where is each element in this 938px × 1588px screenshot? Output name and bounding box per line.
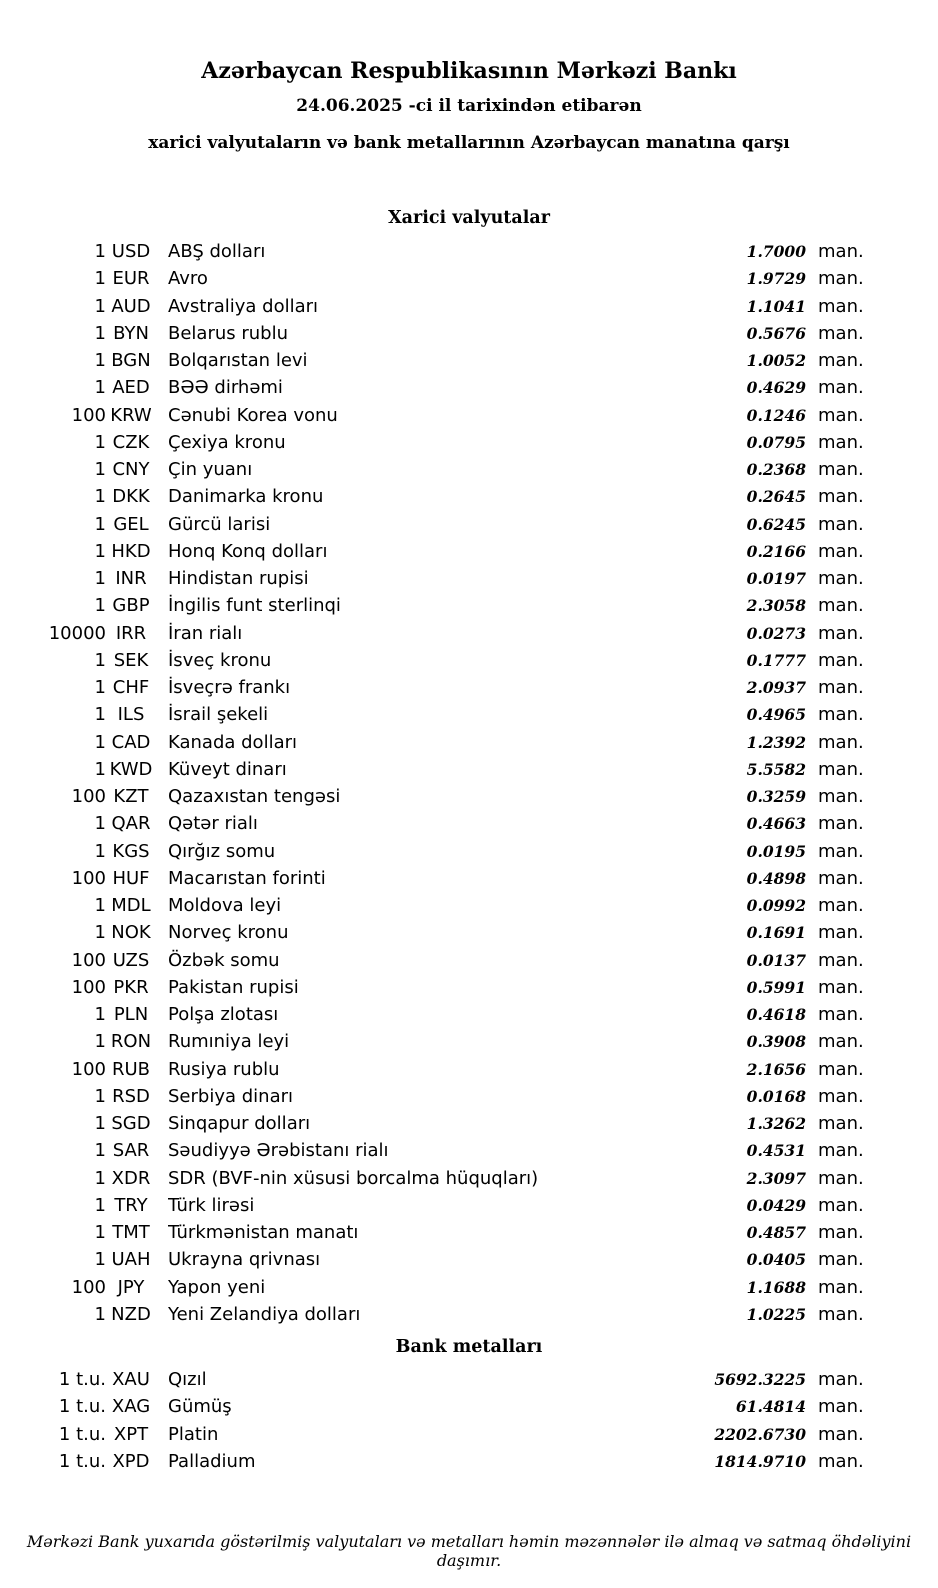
bank-metals-section [46,1337,868,1475]
rate-value: 0.4531 [746,1141,806,1161]
currency-rate-row [46,511,868,538]
unit-label: man. [818,976,864,998]
currency-rate-row [46,919,868,946]
currency-code: PKR [113,976,149,998]
currency-name: Çin yuanı [168,459,253,481]
rate-value: 0.0273 [746,623,806,643]
unit-label: man. [818,295,864,317]
quantity: 1 [94,268,106,290]
rate-value: 0.2368 [746,460,806,480]
quantity: 1 [94,1167,106,1189]
currency-rate-row [46,429,868,456]
currency-rate-row [46,320,868,347]
currency-code: QAR [111,813,151,835]
currency-rate-row [46,1137,868,1164]
currency-name: Səudiyyə Ərəbistanı rialı [168,1140,389,1162]
currency-name: Rusiya rublu [168,1058,280,1080]
currency-code: UAH [111,1249,151,1271]
currency-name: Avro [168,268,208,290]
currency-name: Qırğız somu [168,840,276,862]
rate-value: 0.2166 [746,541,806,561]
quantity: 1 [94,540,106,562]
currency-name: Türkmənistan manatı [168,1222,359,1244]
quantity: 100 [71,867,106,889]
currency-code: XDR [111,1167,151,1189]
quantity: 1 [94,704,106,726]
quantity: 1 [94,922,106,944]
quantity: 1 [94,486,106,508]
currency-rate-row [46,1110,868,1137]
metals-section-title: Bank metalları [395,1337,543,1358]
currency-code: CHF [112,677,150,699]
unit-label: man. [818,867,864,889]
currency-name: Moldova leyi [168,895,282,917]
unit-label: man. [818,1031,864,1053]
rate-value: 1.9729 [746,269,806,289]
currency-code: ILS [117,704,145,726]
unit-label: man. [818,568,864,590]
quantity: 100 [71,949,106,971]
quantity: 1 [94,758,106,780]
quantity: 1 [94,241,106,263]
currency-code: EUR [112,268,150,290]
currency-code: RUB [111,1058,151,1080]
currency-rate-row [46,1246,868,1273]
currency-rate-row [46,1056,868,1083]
currency-code: KZT [113,786,149,808]
quantity: 1 [94,350,106,372]
currency-name: Türk lirəsi [168,1194,255,1216]
rate-value: 0.5676 [746,323,806,343]
quantity: 1 [94,377,106,399]
unit-label: man. [818,786,864,808]
metal-rate-row [46,1366,868,1393]
page-subtitle: xarici valyutaların və bank metallarının Azərbaycan manatına qarşı [148,132,790,153]
metal-rate-table [46,1366,868,1475]
rate-value: 0.0197 [746,569,806,589]
currency-code: INR [115,568,147,590]
currency-code: AUD [111,295,151,317]
currency-name: İngilis funt sterlinqi [168,595,341,617]
quantity: 1 t.u. [58,1369,106,1391]
currency-rate-row [46,374,868,401]
currency-rate-row [46,810,868,837]
currency-name: Polşa zlotası [168,1004,279,1026]
quantity: 100 [71,1276,106,1298]
currency-rate-row [46,947,868,974]
quantity: 10000 [48,622,106,644]
currency-code: XAG [111,1396,151,1418]
currency-rate-row [46,783,868,810]
rate-value: 0.0195 [746,841,806,861]
rate-value: 1.2392 [746,732,806,752]
unit-label: man. [818,677,864,699]
currency-name: İsveç kronu [168,649,272,671]
currency-name: Norveç kronu [168,922,289,944]
quantity: 1 [94,431,106,453]
unit-label: man. [818,1085,864,1107]
rate-value: 1.1041 [746,296,806,316]
currency-rate-row [46,402,868,429]
quantity: 1 t.u. [58,1450,106,1472]
currency-name: Rumıniya leyi [168,1031,290,1053]
unit-label: man. [818,350,864,372]
currency-code: RSD [112,1085,150,1107]
quantity: 1 [94,895,106,917]
unit-label: man. [818,1450,864,1472]
rate-value: 0.0795 [746,432,806,452]
quantity: 1 [94,295,106,317]
currency-name: Gürcü larisi [168,513,271,535]
quantity: 1 [94,1249,106,1271]
rate-value: 0.0992 [746,896,806,916]
quantity: 1 [94,813,106,835]
quantity: 100 [71,1058,106,1080]
rate-value: 0.4629 [746,378,806,398]
quantity: 100 [71,786,106,808]
currency-rate-row [46,483,868,510]
quantity: 1 [94,322,106,344]
currency-name: Cənubi Korea vonu [168,404,338,426]
quantity: 1 [94,840,106,862]
unit-label: man. [818,241,864,263]
currency-name: Honq Konq dolları [168,540,328,562]
currency-name: Qətər rialı [168,813,258,835]
currency-rate-row [46,1083,868,1110]
currency-code: PLN [113,1004,149,1026]
currency-rate-row [46,1274,868,1301]
currency-code: BGN [111,350,151,372]
unit-label: man. [818,1396,864,1418]
rate-value: 1.3262 [746,1114,806,1134]
currency-code: XAU [112,1369,150,1391]
currency-code: CAD [111,731,151,753]
currency-name: Serbiya dinarı [168,1085,293,1107]
currency-code: KRW [110,404,152,426]
currency-code: UZS [112,949,150,971]
currency-code: MDL [111,895,151,917]
unit-label: man. [818,1113,864,1135]
unit-label: man. [818,1303,864,1325]
currency-rate-row [46,1028,868,1055]
currency-code: JPY [117,1276,145,1298]
currency-rate-table [46,238,868,1328]
rate-value: 1814.9710 [714,1451,806,1471]
currency-rate-row [46,1192,868,1219]
rate-value: 2.3097 [746,1168,806,1188]
currency-rate-row [46,456,868,483]
unit-label: man. [818,813,864,835]
currency-rate-row [46,592,868,619]
currency-code: CNY [112,459,150,481]
rate-value: 2202.6730 [714,1424,806,1444]
rate-value: 0.5991 [746,977,806,997]
unit-label: man. [818,431,864,453]
currency-rate-row [46,1301,868,1328]
rate-value: 0.6245 [746,514,806,534]
currency-name: Gümüş [168,1396,232,1418]
currency-name: BƏƏ dirhəmi [168,377,283,399]
unit-label: man. [818,731,864,753]
quantity: 1 [94,649,106,671]
currency-name: Sinqapur dolları [168,1113,311,1135]
currency-code: NZD [111,1303,151,1325]
currency-code: NOK [111,922,151,944]
unit-label: man. [818,922,864,944]
currency-code: SEK [113,649,149,671]
unit-label: man. [818,513,864,535]
currency-code: HKD [111,540,151,562]
currency-rate-row [46,238,868,265]
effective-date-line: 24.06.2025 -ci il tarixindən etibarən [296,96,642,117]
unit-label: man. [818,377,864,399]
quantity: 1 t.u. [58,1396,106,1418]
quantity: 1 [94,595,106,617]
currency-rate-row [46,347,868,374]
rate-value: 1.7000 [746,242,806,262]
currency-name: Kanada dolları [168,731,298,753]
currency-name: Avstraliya dolları [168,295,319,317]
currency-rate-row [46,1165,868,1192]
currency-name: ABŞ dolları [168,241,266,263]
currency-rate-row [46,647,868,674]
rate-value: 5.5582 [746,759,806,779]
unit-label: man. [818,459,864,481]
unit-label: man. [818,1249,864,1271]
currency-name: Palladium [168,1450,256,1472]
disclaimer-text: Mərkəzi Bank yuxarıda göstərilmiş valyutaları və metalları həmin məzənnələr ilə almaq və satmaq öhdəliyini daşımır. [26,1531,912,1570]
currency-name: Qızıl [168,1369,207,1391]
currency-code: SGD [111,1113,151,1135]
rate-value: 0.1777 [746,650,806,670]
quantity: 1 [94,731,106,753]
quantity: 1 [94,459,106,481]
currency-name: İsveçrə frankı [168,677,291,699]
rate-value: 0.0137 [746,950,806,970]
quantity: 1 [94,1113,106,1135]
unit-label: man. [818,622,864,644]
currency-code: TRY [114,1194,148,1216]
rate-value: 0.4857 [746,1223,806,1243]
currency-rate-row [46,1001,868,1028]
rate-value: 1.1688 [746,1277,806,1297]
unit-label: man. [818,1194,864,1216]
metal-rate-row [46,1393,868,1420]
currency-rate-row [46,838,868,865]
quantity: 1 [94,1303,106,1325]
rate-value: 0.1691 [746,923,806,943]
rate-value: 2.0937 [746,678,806,698]
currency-name: Macarıstan forinti [168,867,326,889]
currency-code: XPT [113,1423,149,1445]
currency-name: Küveyt dinarı [168,758,287,780]
currency-rate-row [46,620,868,647]
rate-value: 5692.3225 [714,1370,806,1390]
currency-name: SDR (BVF-nin xüsusi borcalma hüquqları) [168,1167,539,1189]
currency-code: GBP [112,595,150,617]
currency-code: IRR [115,622,147,644]
quantity: 1 [94,1085,106,1107]
rate-value: 0.4663 [746,814,806,834]
currency-rate-row [46,1219,868,1246]
metal-rate-row [46,1421,868,1448]
quantity: 1 [94,1140,106,1162]
currency-code: GEL [113,513,149,535]
currency-name: Pakistan rupisi [168,976,299,998]
currency-rate-row [46,565,868,592]
currency-rate-row [46,729,868,756]
rate-value: 0.2645 [746,487,806,507]
currency-code: SAR [112,1140,150,1162]
quantity: 1 [94,1194,106,1216]
unit-label: man. [818,404,864,426]
rate-value: 1.0052 [746,351,806,371]
currency-name: Qazaxıstan tengəsi [168,786,341,808]
unit-label: man. [818,1222,864,1244]
currency-rate-row [46,756,868,783]
quantity: 1 [94,568,106,590]
unit-label: man. [818,1369,864,1391]
quantity: 1 [94,677,106,699]
currency-rate-row [46,538,868,565]
currency-name: İran rialı [168,622,243,644]
currency-name: Özbək somu [168,949,280,971]
unit-label: man. [818,486,864,508]
rate-value: 1.0225 [746,1304,806,1324]
quantity: 1 [94,1004,106,1026]
currency-rate-row [46,865,868,892]
page-header [46,58,892,153]
unit-label: man. [818,1140,864,1162]
currency-name: Hindistan rupisi [168,568,309,590]
unit-label: man. [818,1167,864,1189]
currencies-section-title: Xarici valyutalar [388,208,550,229]
unit-label: man. [818,895,864,917]
currency-name: Yapon yeni [168,1276,266,1298]
metal-rate-row [46,1448,868,1475]
currency-name: İsrail şekeli [168,704,269,726]
quantity: 1 t.u. [58,1423,106,1445]
rate-value: 61.4814 [735,1397,806,1417]
rate-value: 0.0405 [746,1250,806,1270]
currency-code: KWD [109,758,153,780]
currency-code: BYN [113,322,149,344]
currency-rate-row [46,701,868,728]
currency-code: AED [112,377,150,399]
currency-rate-row [46,974,868,1001]
currency-code: USD [111,241,151,263]
currency-rate-row [46,293,868,320]
rate-value: 0.0168 [746,1086,806,1106]
unit-label: man. [818,840,864,862]
unit-label: man. [818,704,864,726]
unit-label: man. [818,649,864,671]
currency-code: CZK [112,431,150,453]
unit-label: man. [818,540,864,562]
rate-value: 2.3058 [746,596,806,616]
unit-label: man. [818,1058,864,1080]
currency-name: Belarus rublu [168,322,289,344]
unit-label: man. [818,322,864,344]
rate-value: 0.4618 [746,1005,806,1025]
unit-label: man. [818,758,864,780]
currency-name: Yeni Zelandiya dolları [168,1303,361,1325]
currency-code: TMT [112,1222,150,1244]
unit-label: man. [818,1423,864,1445]
quantity: 1 [94,1031,106,1053]
unit-label: man. [818,595,864,617]
currency-name: Bolqarıstan levi [168,350,308,372]
rate-value: 0.3908 [746,1032,806,1052]
currency-code: HUF [112,867,150,889]
currency-rate-row [46,674,868,701]
bank-title: Azərbaycan Respublikasının Mərkəzi Bankı [201,58,737,84]
quantity: 100 [71,404,106,426]
currency-rate-row [46,265,868,292]
currency-name: Çexiya kronu [168,431,286,453]
currency-code: RON [110,1031,152,1053]
unit-label: man. [818,1276,864,1298]
currency-name: Danimarka kronu [168,486,324,508]
currency-rate-row [46,892,868,919]
rate-value: 0.4965 [746,705,806,725]
currency-code: XPD [112,1450,150,1472]
currency-name: Platin [168,1423,219,1445]
unit-label: man. [818,268,864,290]
rate-value: 0.1246 [746,405,806,425]
rate-value: 0.4898 [746,868,806,888]
rate-value: 0.3259 [746,787,806,807]
unit-label: man. [818,1004,864,1026]
quantity: 100 [71,976,106,998]
rate-value: 2.1656 [746,1059,806,1079]
currency-code: DKK [112,486,150,508]
rate-value: 0.0429 [746,1195,806,1215]
quantity: 1 [94,513,106,535]
unit-label: man. [818,949,864,971]
quantity: 1 [94,1222,106,1244]
foreign-currencies-section [46,208,868,1328]
currency-name: Ukrayna qrivnası [168,1249,321,1271]
currency-code: KGS [112,840,150,862]
